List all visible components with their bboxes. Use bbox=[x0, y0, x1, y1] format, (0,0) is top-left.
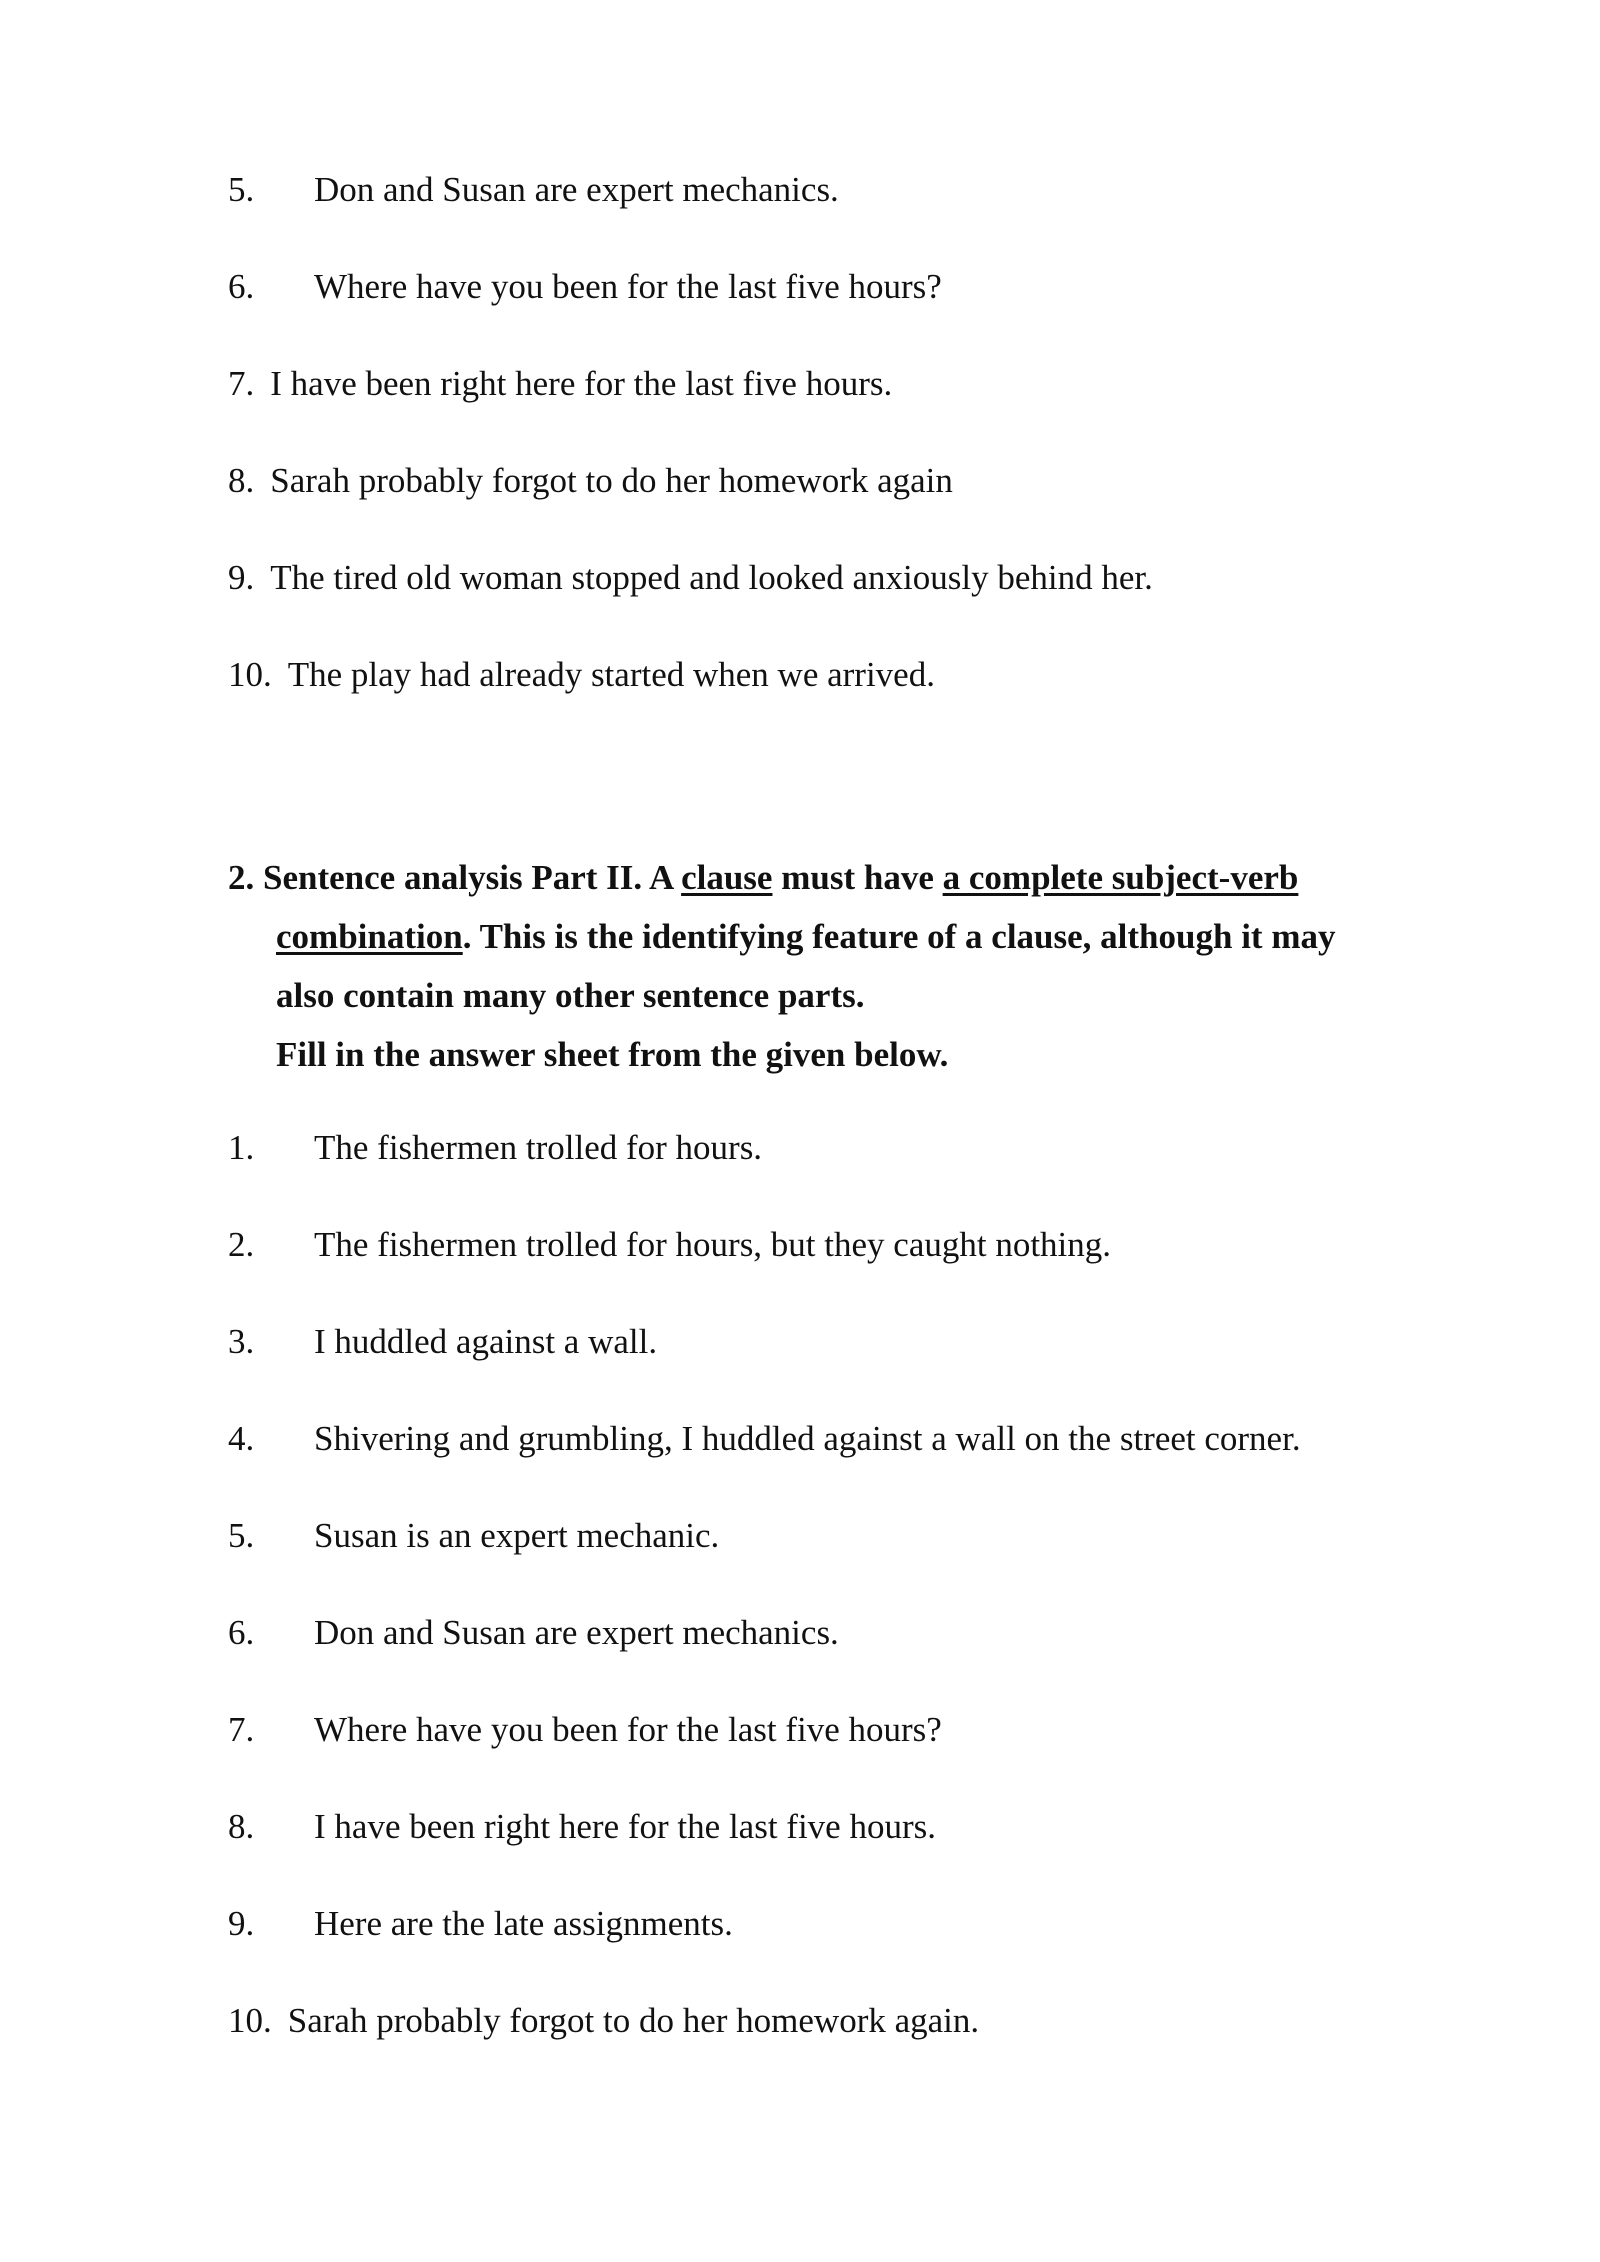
heading-term: clause bbox=[681, 858, 773, 897]
item-number: 9. bbox=[228, 1904, 255, 1943]
heading-line-2 bbox=[228, 907, 1468, 966]
list-item bbox=[228, 267, 942, 307]
item-text: Where have you been for the last five hours? bbox=[314, 1710, 942, 1749]
list-item bbox=[228, 461, 953, 501]
item-number: 7. bbox=[228, 364, 255, 403]
list-item bbox=[228, 170, 839, 210]
item-text: I have been right here for the last five hours. bbox=[314, 1807, 936, 1846]
item-number: 7. bbox=[228, 1710, 255, 1749]
heading-line-1 bbox=[228, 848, 1468, 907]
item-text: The fishermen trolled for hours. bbox=[314, 1128, 763, 1167]
list-item bbox=[228, 1516, 719, 1556]
heading-instruction: Fill in the answer sheet from the given below. bbox=[276, 1035, 949, 1074]
item-text: Where have you been for the last five hours? bbox=[314, 267, 942, 306]
heading-rest: . This is the identifying feature of a clause, although it may bbox=[462, 917, 1336, 956]
item-number: 10. bbox=[228, 655, 272, 694]
list-item bbox=[228, 1710, 942, 1750]
heading-line-3: also contain many other sentence parts. bbox=[276, 976, 865, 1015]
item-text: Shivering and grumbling, I huddled against a wall on the street corner. bbox=[314, 1419, 1301, 1458]
list-item bbox=[228, 2001, 979, 2041]
list-item bbox=[228, 1807, 936, 1847]
list-item bbox=[228, 558, 1153, 598]
item-text: The tired old woman stopped and looked anxiously behind her. bbox=[270, 558, 1153, 597]
item-text: Susan is an expert mechanic. bbox=[314, 1516, 720, 1555]
item-number: 9. bbox=[228, 558, 255, 597]
list-item bbox=[228, 1904, 733, 1944]
list-item bbox=[228, 1128, 762, 1168]
section-heading bbox=[228, 848, 1468, 1084]
list-item bbox=[228, 1225, 1111, 1265]
item-number: 1. bbox=[228, 1128, 255, 1167]
item-text: Don and Susan are expert mechanics. bbox=[314, 1613, 839, 1652]
item-text: I huddled against a wall. bbox=[314, 1322, 658, 1361]
item-text: Sarah probably forgot to do her homework again bbox=[270, 461, 953, 500]
item-number: 5. bbox=[228, 170, 255, 209]
item-number: 8. bbox=[228, 461, 255, 500]
item-text: Don and Susan are expert mechanics. bbox=[314, 170, 839, 209]
item-number: 5. bbox=[228, 1516, 255, 1555]
heading-phrase: a complete subject-verb bbox=[942, 858, 1299, 897]
item-text: Sarah probably forgot to do her homework again. bbox=[287, 2001, 980, 2040]
heading-mid: must have bbox=[772, 858, 943, 897]
item-number: 8. bbox=[228, 1807, 255, 1846]
list-item bbox=[228, 655, 935, 695]
item-number: 2. bbox=[228, 1225, 255, 1264]
list-item bbox=[228, 1613, 839, 1653]
heading-prefix: 2. Sentence analysis Part II. A bbox=[228, 858, 682, 897]
list-item bbox=[228, 364, 892, 404]
list-item bbox=[228, 1322, 657, 1362]
item-number: 3. bbox=[228, 1322, 255, 1361]
item-text: The play had already started when we arrived. bbox=[287, 655, 935, 694]
item-number: 4. bbox=[228, 1419, 255, 1458]
item-number: 10. bbox=[228, 2001, 272, 2040]
item-text: I have been right here for the last five hours. bbox=[270, 364, 893, 403]
item-number: 6. bbox=[228, 1613, 255, 1652]
item-text: Here are the late assignments. bbox=[314, 1904, 733, 1943]
heading-phrase-cont: combination bbox=[276, 917, 463, 956]
list-item bbox=[228, 1419, 1301, 1459]
item-number: 6. bbox=[228, 267, 255, 306]
item-text: The fishermen trolled for hours, but they caught nothing. bbox=[314, 1225, 1112, 1264]
